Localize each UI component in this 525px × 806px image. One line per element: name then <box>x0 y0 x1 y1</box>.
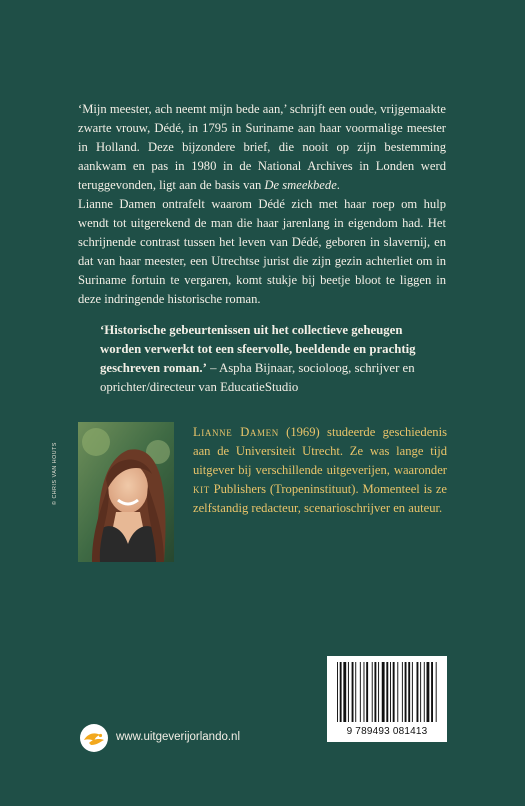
barcode-bar <box>337 662 338 722</box>
publisher-url[interactable]: www.uitgeverijorlando.nl <box>116 731 241 743</box>
quote-attribution: – Aspha Bijnaar, socioloog, schrijver en oprichter/directeur van EducatieStudio <box>100 361 415 394</box>
barcode-bars <box>335 662 439 724</box>
bio-text-2: Publishers (Tropeninstituut). Momenteel is ze zelfstandig redacteur, scenarioschrijver en auteur. <box>193 482 447 515</box>
barcode-bar <box>408 662 410 722</box>
barcode-bar <box>393 662 395 722</box>
review-quote <box>100 321 430 397</box>
barcode-bar <box>340 662 342 722</box>
author-portrait-image <box>78 422 174 562</box>
back-cover-blurb <box>78 100 446 309</box>
barcode-bar <box>412 662 413 722</box>
author-photo <box>78 422 174 562</box>
barcode-bar <box>390 662 391 722</box>
quote-text: ‘Historische gebeurtenissen uit het collectieve geheugen worden verwerkt tot een sfeervolle, beeldende en prachtig geschreven roman.’ <box>100 323 416 375</box>
isbn-barcode <box>327 656 447 742</box>
barcode-bar <box>366 662 368 722</box>
author-bio <box>193 423 447 518</box>
barcode-bar <box>382 662 385 722</box>
barcode-bar <box>348 662 349 722</box>
barcode-bar <box>420 662 421 722</box>
barcode-bar <box>343 662 346 722</box>
photo-credit: © CHRIS VAN HOUTS <box>52 442 58 505</box>
orlando-bird-logo-icon <box>79 723 109 753</box>
barcode-bar <box>405 662 407 722</box>
barcode-bar <box>372 662 373 722</box>
author-name: Lianne Damen <box>193 425 279 439</box>
barcode-bar <box>431 662 433 722</box>
barcode-bar <box>378 662 379 722</box>
barcode-bar <box>436 662 437 722</box>
blurb-paragraph-1 <box>78 100 446 195</box>
bio-text-1: (1969) studeerde geschiedenis aan de Universiteit Utrecht. Ze was lange tijd uitgever bij verschillende uitgeverijen, waaronder <box>193 425 447 477</box>
blurb-p1-text: ‘Mijn meester, ach neemt mijn bede aan,’ schrijft een oude, vrijgemaakte zwarte vrouw, Dédé, in 1795 in Suriname aan haar voormalige meester in Holland. Deze bijzondere brief, die nooit op zijn bestemming aankwam en pas in 1980 in de National Archives in Londen werd teruggevonden, ligt aan de basis van <box>78 102 446 192</box>
book-title-italic: De smeekbede <box>264 178 337 192</box>
blurb-p1-end: . <box>336 178 340 192</box>
barcode-bar <box>424 662 425 722</box>
barcode-bar <box>364 662 365 722</box>
isbn-number: 9 789493 081413 <box>346 726 428 737</box>
barcode-bar <box>397 662 398 722</box>
barcode-bar <box>417 662 419 722</box>
barcode-bar <box>402 662 403 722</box>
blurb-paragraph-2: Lianne Damen ontrafelt waarom Dédé zich met haar roep om hulp wendt tot uitgerekend de man die haar jarenlang in eigendom had. Het schrijnende contrast tussen het leven van Dédé, geboren in slavernij, en dat van haar meester, een Utrechtse jurist die zijn gezin achterliet om in Suriname fortuin te vergaren, komt stukje bij beetje bloot te liggen in deze indringende historische roman. <box>78 197 446 306</box>
barcode-bar <box>374 662 376 722</box>
barcode-bar <box>355 662 356 722</box>
barcode-bar <box>427 662 430 722</box>
barcode-bar <box>352 662 354 722</box>
barcode-bar <box>360 662 361 722</box>
kit-smallcaps: kit <box>193 482 210 496</box>
barcode-bar <box>386 662 388 722</box>
